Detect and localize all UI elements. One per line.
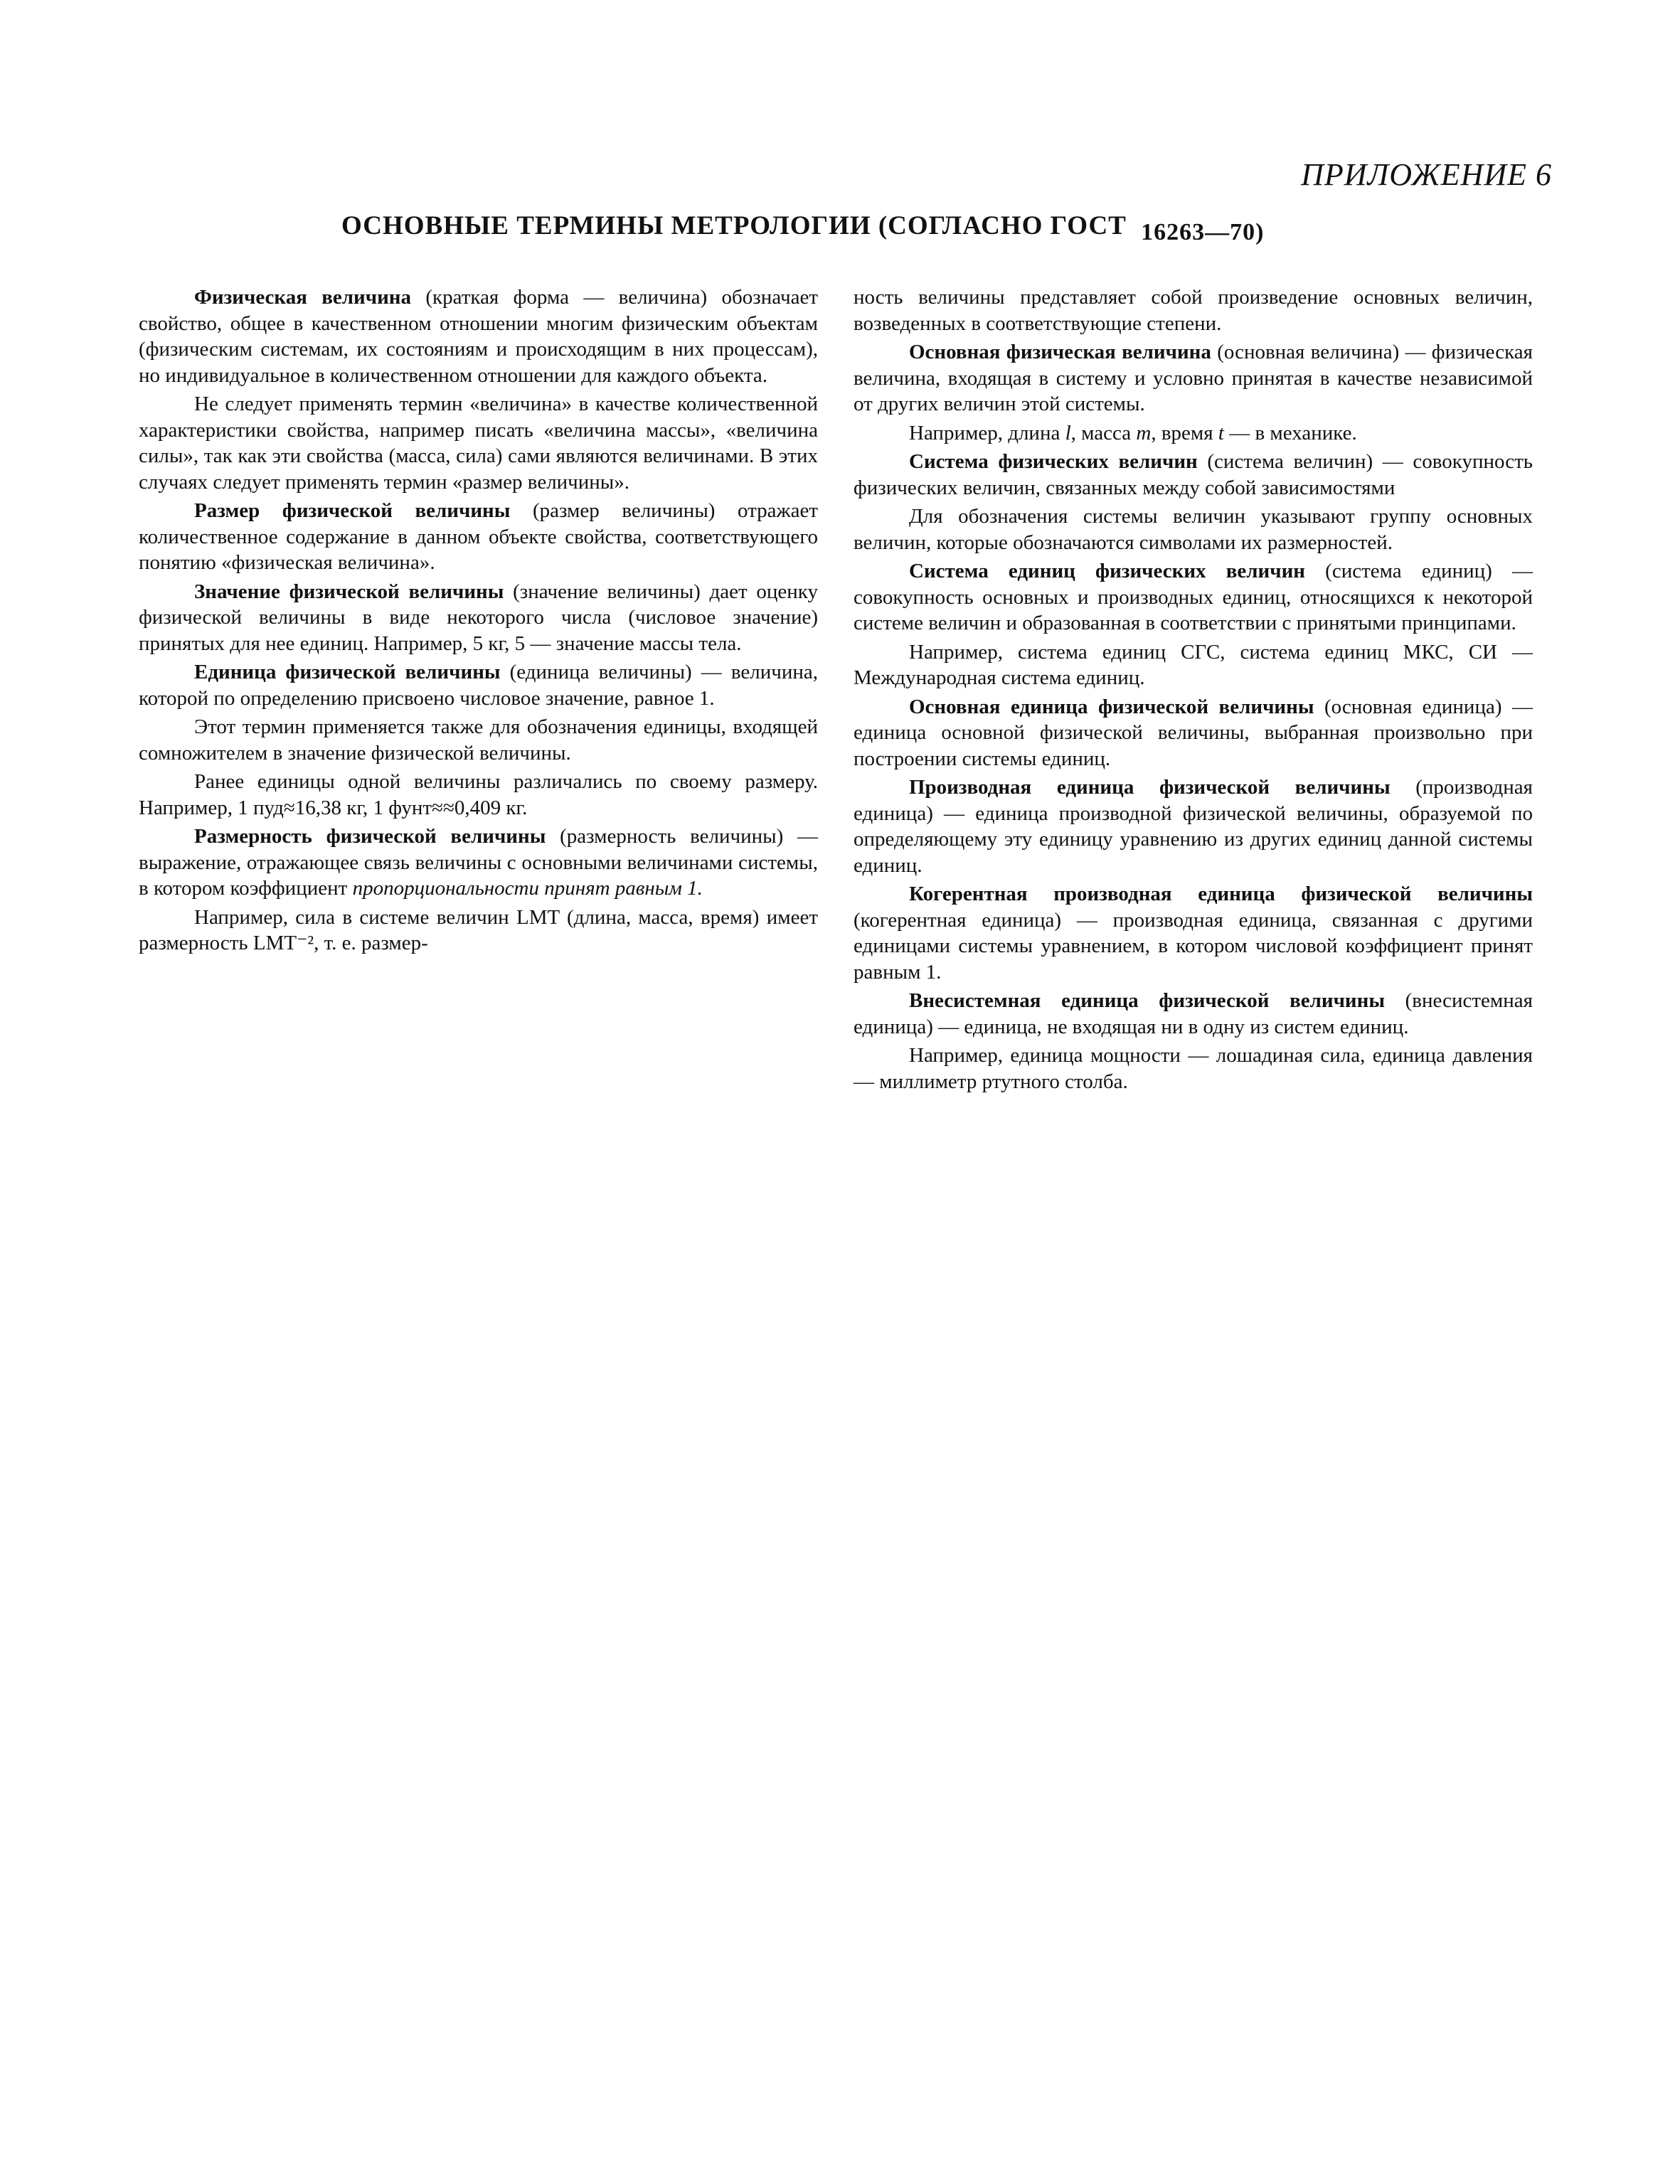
definition: (размерность величины) — выражение, отражающее связь величины с основными величинами системы, в котором коэффициент bbox=[139, 825, 818, 900]
left-column bbox=[139, 284, 818, 959]
term: Значение физической величины bbox=[194, 580, 504, 603]
paragraph bbox=[854, 1043, 1533, 1094]
right-column bbox=[854, 284, 1533, 1097]
definition: (единица величины) — величина, которой по определению присвоено числовое значение, равное 1. bbox=[139, 661, 818, 710]
definition: (краткая форма — величина) обозначает свойство, общее в качественном отношении многим физическим объектам (физическим системам, их состояниям и происходящим в них процессам), но индивидуальное в количественном отношении для каждого объекта. bbox=[139, 286, 818, 387]
title-text: ОСНОВНЫЕ ТЕРМИНЫ МЕТРОЛОГИИ (СОГЛАСНО ГОСТ bbox=[341, 211, 1127, 240]
term: Когерентная производная единица физической величины bbox=[909, 883, 1533, 905]
definition: Например, единица мощности — лошадиная сила, единица давления — миллиметр ртутного столба. bbox=[854, 1044, 1533, 1093]
standard-number: 16263—70) bbox=[1141, 219, 1265, 245]
definition: ность величины представляет собой произведение основных величин, возведенных в соответствующие степени. bbox=[854, 286, 1533, 335]
paragraph bbox=[854, 694, 1533, 772]
page-title bbox=[341, 211, 1265, 245]
appendix-label: ПРИЛОЖЕНИЕ 6 bbox=[1301, 157, 1552, 192]
definition: Не следует применять термин «величина» в качестве количественной характеристики свойства, например писать «величина массы», «величина силы», так как эти свойства (масса, сила) сами являются величинами. В этих случаях следует применять термин «размер величины». bbox=[139, 393, 818, 494]
term: Единица физической величины bbox=[194, 661, 501, 683]
definition: (система единиц) — совокупность основных и производных единиц, относящихся к некоторой системе величин и образованная в соответствии с принятыми принципами. bbox=[854, 560, 1533, 634]
term: Основная физическая величина bbox=[909, 341, 1211, 363]
paragraph bbox=[139, 659, 818, 711]
paragraph bbox=[139, 498, 818, 576]
definition-italic: пропорциональности принят равным 1. bbox=[352, 877, 703, 900]
definition: Например, система единиц СГС, система единиц МКС, СИ — Международная система единиц. bbox=[854, 640, 1533, 689]
paragraph bbox=[139, 769, 818, 821]
paragraph bbox=[854, 774, 1533, 878]
term: Основная единица физической величины bbox=[909, 695, 1314, 718]
paragraph bbox=[139, 905, 818, 957]
term: Система физических величин bbox=[909, 450, 1198, 473]
term: Система единиц физических величин bbox=[909, 560, 1305, 582]
paragraph bbox=[854, 881, 1533, 985]
var-m: m bbox=[1136, 421, 1152, 444]
paragraph bbox=[854, 284, 1533, 336]
paragraph bbox=[139, 824, 818, 902]
term: Размерность физической величины bbox=[194, 825, 546, 848]
definition: (производная единица) — единица производной физической величины, образуемой по определяющему эту единицу уравнению из других единиц данной системы единиц. bbox=[854, 776, 1533, 877]
var-l: l bbox=[1065, 421, 1071, 444]
definition: (значение величины) дает оценку физической величины в виде некоторого числа (числовое значение) принятых для нее единиц. Например, 5 кг, 5 — значение массы тела. bbox=[139, 580, 818, 655]
definition: (основная единица) — единица основной физической величины, выбранная произвольно при построении системы единиц. bbox=[854, 695, 1533, 770]
paragraph bbox=[854, 558, 1533, 636]
paragraph bbox=[139, 714, 818, 766]
paragraph bbox=[854, 639, 1533, 691]
definition: (внесистемная единица) — единица, не входящая ни в одну из систем единиц. bbox=[854, 989, 1533, 1038]
term: Физическая величина bbox=[194, 286, 412, 309]
paragraph bbox=[139, 284, 818, 388]
definition: Этот термин применяется также для обозначения единицы, входящей сомножителем в значение физической величины. bbox=[139, 715, 818, 765]
definition: Ранее единицы одной величины различались по своему размеру. Например, 1 пуд≈16,38 кг, 1 фунт≈≈0,409 кг. bbox=[139, 770, 818, 819]
paragraph bbox=[854, 988, 1533, 1040]
paragraph bbox=[854, 449, 1533, 501]
var-t: t bbox=[1218, 421, 1224, 444]
paragraph bbox=[139, 391, 818, 495]
term: Размер физической величины bbox=[194, 499, 511, 522]
paragraph bbox=[139, 579, 818, 657]
paragraph bbox=[854, 339, 1533, 417]
definition: (система величин) — совокупность физических величин, связанных между собой зависимостями bbox=[854, 450, 1533, 499]
paragraph bbox=[854, 420, 1533, 447]
definition: Для обозначения системы величин указывают группу основных величин, которые обозначаются символами их размерностей. bbox=[854, 505, 1533, 554]
paragraph bbox=[854, 504, 1533, 555]
definition: (размер величины) отражает количественное содержание в данном объекте свойства, соответствующего понятию «физическая величина». bbox=[139, 499, 818, 574]
definition: Например, длина bbox=[909, 421, 1065, 444]
definition: (основная величина) — физическая величина, входящая в систему и условно принятая в качестве независимой от других величин этой системы. bbox=[854, 341, 1533, 415]
definition: Например, сила в системе величин LMT (длина, масса, время) имеет размерность LMT⁻², т. е. размер- bbox=[139, 905, 818, 954]
definition: (когерентная единица) — производная единица, связанная с другими единицами системы уравнением, в котором числовой коэффициент принят равным 1. bbox=[854, 908, 1533, 984]
term: Производная единица физической величины bbox=[909, 776, 1391, 799]
definition: — в механике. bbox=[1223, 421, 1357, 444]
definition: , время bbox=[1151, 421, 1218, 444]
definition: , масса bbox=[1070, 421, 1137, 444]
term: Внесистемная единица физической величины bbox=[909, 989, 1385, 1012]
